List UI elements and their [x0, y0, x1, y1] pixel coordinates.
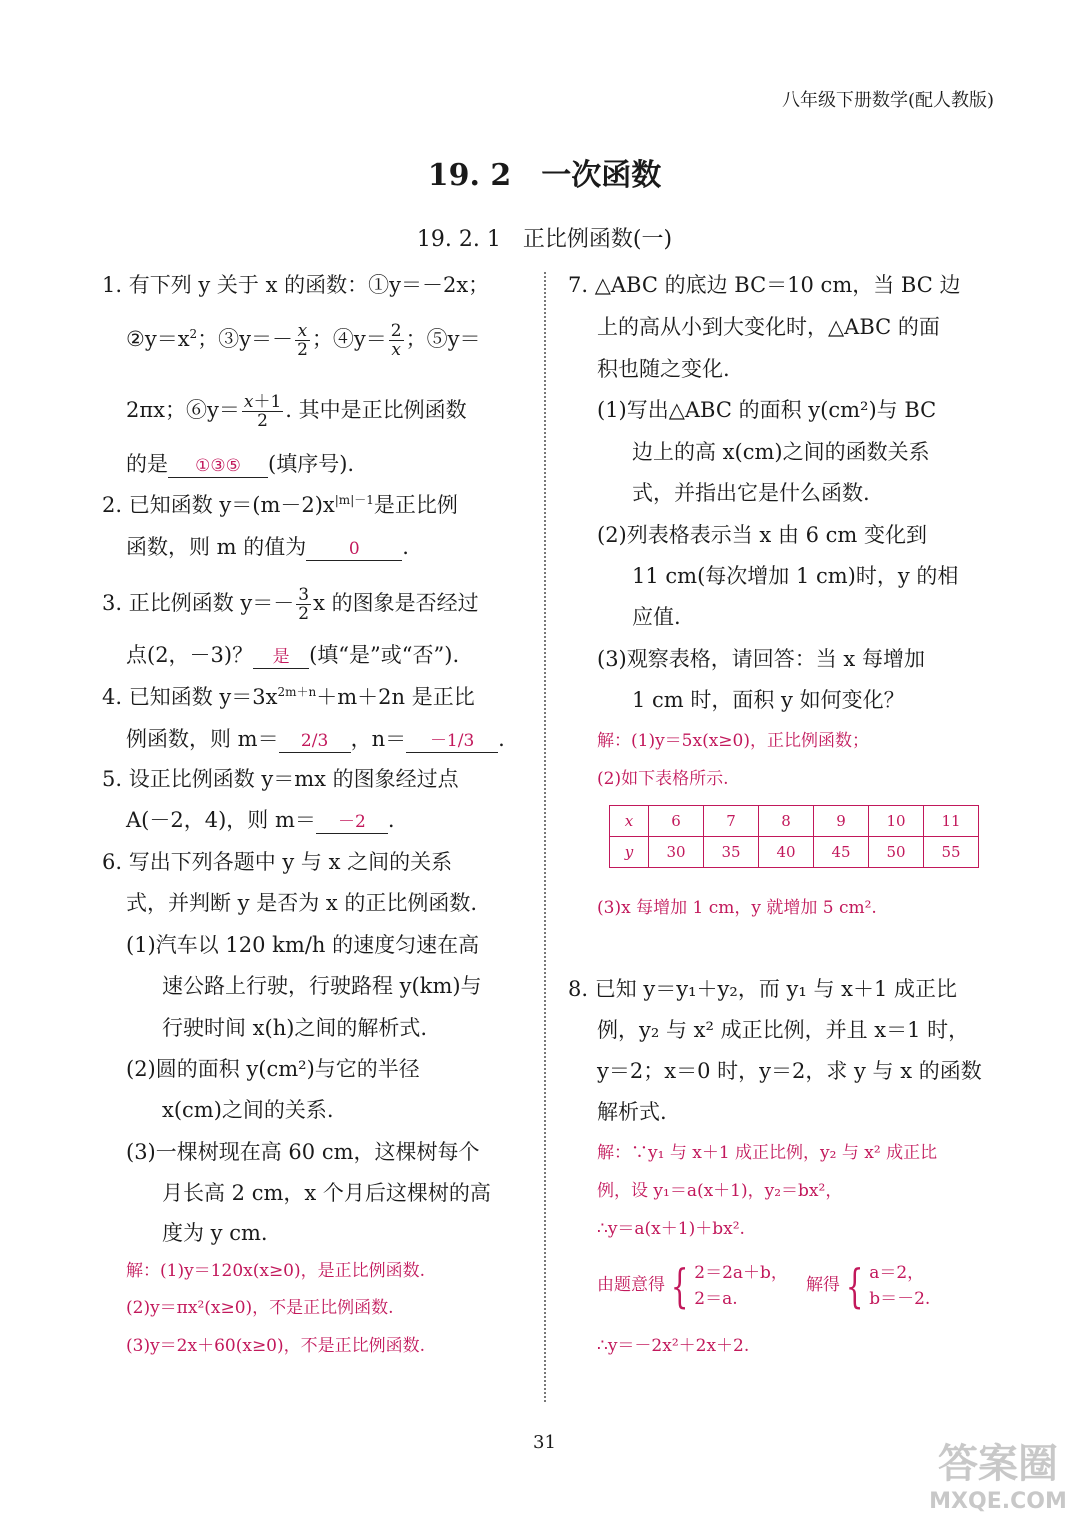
q4-text: 4. 已知函数 y＝3x: [102, 685, 278, 709]
q6-line2: 式，并判断 y 是否为 x 的正比例函数.: [126, 891, 478, 915]
q7-answer-1: 解：(1)y＝5x(x≥0)，正比例函数；: [597, 731, 869, 751]
q2-text: 是正比例: [373, 493, 458, 517]
watermark-title: 答案圈: [938, 1441, 1058, 1487]
table-cell: 6: [649, 806, 704, 837]
q7-answer-2: (2)如下表格所示.: [597, 769, 729, 789]
q1-line1: 1. 有下列 y 关于 x 的函数：①y＝－2x；: [102, 273, 490, 297]
q5-text: A(－2，4)，则 m＝: [126, 808, 316, 832]
q6-part2-line2: x(cm)之间的关系.: [162, 1098, 334, 1122]
q3-text: (填“是”或“否”).: [309, 643, 460, 667]
table-cell: 11: [924, 806, 979, 837]
table-row: [610, 837, 979, 868]
table-cell: 50: [869, 837, 924, 868]
q8-line4: 解析式.: [597, 1100, 667, 1124]
fraction: $\frac{x+1}{2}$: [243, 392, 282, 431]
q1-text: ；④y＝: [311, 327, 387, 351]
q1-line3: [126, 393, 467, 430]
equation: a＝2，: [869, 1262, 925, 1283]
q6-part1-line3: 行驶时间 x(h)之间的解析式.: [162, 1016, 428, 1040]
q7-line3: 积也随之变化.: [597, 357, 730, 381]
table-cell: 10: [869, 806, 924, 837]
q1-line4: [126, 449, 354, 479]
q8-answer-5: ∴y＝－2x²＋2x＋2.: [597, 1336, 750, 1356]
q6-part3-line1: (3)一棵树现在高 60 cm，这棵树每个: [126, 1140, 480, 1164]
q8-answer-2: 例，设 y₁＝a(x＋1)，y₂＝bx²，: [597, 1181, 843, 1201]
q3-line2: [126, 640, 459, 670]
q7-line2: 上的高从小到大变化时，△ABC 的面: [597, 315, 940, 339]
q6-line1: 6. 写出下列各题中 y 与 x 之间的关系: [102, 850, 453, 874]
equation: 2＝2a＋b，: [694, 1262, 788, 1283]
q4-text: ，n＝: [350, 727, 407, 751]
q3-answer-blank: 是: [253, 646, 309, 669]
q5-text: .: [387, 808, 395, 832]
column-divider: [544, 272, 546, 1402]
q7-part1-line2: 边上的高 x(cm)之间的函数关系: [632, 440, 930, 464]
table-header-x: x: [610, 806, 649, 837]
q7-part1-line3: 式，并指出它是什么函数.: [632, 481, 870, 505]
table-cell: 9: [814, 806, 869, 837]
watermark-logo: [918, 1440, 1078, 1516]
q8-answer-1: 解：∵y₁ 与 x＋1 成正比例，y₂ 与 x² 成正比: [597, 1143, 938, 1163]
q3-line1: [102, 586, 479, 623]
table-cell: 40: [759, 837, 814, 868]
q2-exponent: |m|－1: [334, 493, 374, 507]
q6-answer-1: 解：(1)y＝120x(x≥0)，是正比例函数.: [126, 1261, 426, 1281]
q4-text: ＋m＋2n 是正比: [316, 685, 475, 709]
q7-part1-line1: (1)写出△ABC 的面积 y(cm²)与 BC: [597, 398, 937, 422]
q7-line1: 7. △ABC 的底边 BC＝10 cm，当 BC 边: [568, 273, 961, 297]
equation-system: [694, 1260, 788, 1312]
q6-part1-line1: (1)汽车以 120 km/h 的速度匀速在高: [126, 933, 480, 957]
q6-answer-2: (2)y＝πx²(x≥0)，不是正比例函数.: [126, 1298, 394, 1318]
q8-text: 解得: [805, 1275, 840, 1295]
q7-answer-3: (3)x 每增加 1 cm，y 就增加 5 cm².: [597, 898, 877, 918]
q1-text: 2πx；⑥y＝: [126, 398, 240, 422]
q4-answer-n: －1/3: [406, 730, 498, 753]
solution-system: [869, 1260, 930, 1312]
q7-value-table: [609, 805, 979, 868]
q5-answer-blank: －2: [316, 811, 388, 834]
table-header-y: y: [610, 837, 649, 868]
q4-text: 例函数，则 m＝: [126, 727, 279, 751]
q1-answer-blank: ①③⑤: [168, 455, 268, 478]
q7-part3-line1: (3)观察表格，请回答：当 x 每增加: [597, 647, 925, 671]
q1-text: . 其中是正比例函数: [285, 398, 467, 422]
q7-part2-line2: 11 cm(每次增加 1 cm)时，y 的相: [632, 564, 959, 588]
q8-answer-3: ∴y＝a(x＋1)＋bx².: [597, 1219, 745, 1239]
fraction: $\frac{x}{2}$: [297, 321, 308, 360]
table-cell: 7: [704, 806, 759, 837]
q1-text: 的是: [126, 452, 168, 476]
q4-line1: [102, 682, 475, 712]
page-number: 31: [533, 1432, 556, 1453]
book-header: 八年级下册数学(配人教版): [781, 90, 994, 111]
subsection-title: 19. 2. 1 正比例函数(一): [416, 227, 673, 252]
q6-part3-line2: 月长高 2 cm，x 个月后这棵树的高: [162, 1181, 491, 1205]
q4-line2: [126, 724, 505, 754]
q2-text: 2. 已知函数 y＝(m－2)x: [102, 493, 335, 517]
q4-answer-m: 2/3: [279, 730, 351, 753]
q7-part2-line1: (2)列表格表示当 x 由 6 cm 变化到: [597, 523, 928, 547]
q8-line1: 8. 已知 y＝y₁＋y₂，而 y₁ 与 x＋1 成正比: [568, 977, 958, 1001]
q6-part2-line1: (2)圆的面积 y(cm²)与它的半径: [126, 1057, 420, 1081]
q5-line1: 5. 设正比例函数 y＝mx 的图象经过点: [102, 767, 459, 791]
table-cell: 45: [814, 837, 869, 868]
equation: 2＝a.: [694, 1288, 738, 1309]
q2-text: .: [402, 535, 409, 559]
section-title: 19. 2 一次函数: [427, 158, 662, 193]
q7-part2-line3: 应值.: [632, 605, 681, 629]
q2-line2: [126, 532, 409, 562]
q5-line2: [126, 805, 395, 835]
q2-answer-blank: 0: [306, 538, 402, 561]
q1-text: ；⑤y＝: [405, 327, 481, 351]
q6-part3-line3: 度为 y cm.: [162, 1221, 268, 1245]
q1-text: ；③y＝－: [197, 327, 294, 351]
table-row: [610, 806, 979, 837]
q6-part1-line2: 速公路上行驶，行驶路程 y(km)与: [162, 974, 482, 998]
table-cell: 30: [649, 837, 704, 868]
q1-line2: $②y=x^2$；③y＝－ $\frac{x}{2}$ ；④y＝ $\frac{2}{x}$ ；⑤y＝: [126, 321, 481, 360]
q3-text: 3. 正比例函数 y＝－: [102, 591, 295, 615]
q4-text: .: [498, 727, 505, 751]
q8-text: 由题意得: [597, 1275, 665, 1295]
watermark-url: MXQE.COM: [929, 1489, 1067, 1514]
q8-line2: 例，y₂ 与 x² 成正比例，并且 x＝1 时，: [597, 1018, 970, 1042]
q3-text: 点(2，－3)？: [126, 643, 254, 667]
table-cell: 8: [759, 806, 814, 837]
table-cell: 55: [924, 837, 979, 868]
q1-text: ②y＝x: [126, 327, 190, 351]
fraction: $\frac{3}{2}$: [298, 585, 310, 624]
brace-glyph: {: [670, 1258, 689, 1313]
q4-exponent: 2m＋n: [277, 685, 317, 699]
q7-part3-line2: 1 cm 时，面积 y 如何变化？: [632, 688, 905, 712]
q1-text: (填序号).: [268, 452, 355, 476]
q3-text: x 的图象是否经过: [313, 591, 479, 615]
q2-line1: [102, 490, 458, 520]
q8-line3: y＝2；x＝0 时，y＝2，求 y 与 x 的函数: [597, 1059, 982, 1083]
equation: b＝－2.: [869, 1288, 931, 1309]
fraction: $\frac{2}{x}$: [390, 321, 402, 360]
q6-answer-3: (3)y＝2x＋60(x≥0)，不是正比例函数.: [126, 1336, 426, 1356]
brace-glyph: {: [845, 1258, 864, 1313]
q8-answer-4: [597, 1250, 930, 1320]
q2-text: 函数，则 m 的值为: [126, 535, 307, 559]
table-cell: 35: [704, 837, 759, 868]
